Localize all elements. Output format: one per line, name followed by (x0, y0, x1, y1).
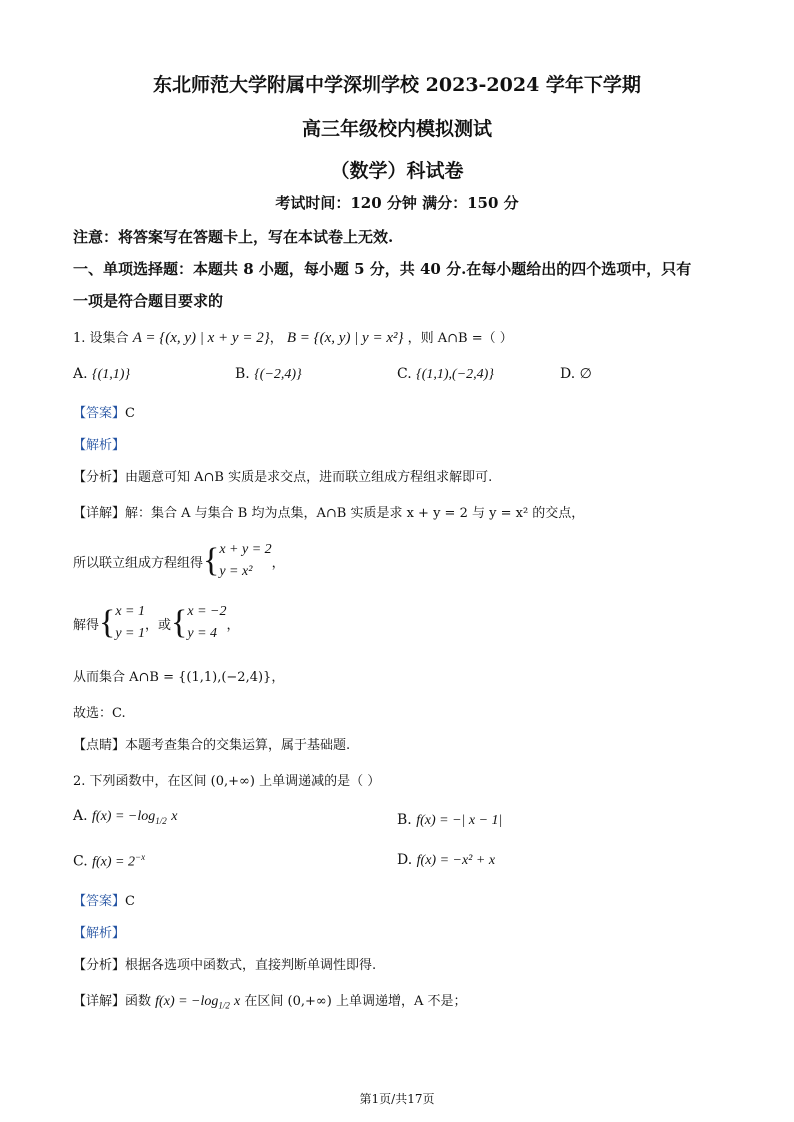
q1-comment-tag: 【点睛】 (73, 738, 126, 753)
q2-fenxi-tag: 【分析】 (73, 958, 126, 973)
q1-fenxi (73, 466, 492, 485)
q2-detail-base: 1/2 (218, 1000, 230, 1011)
page-number: 第1页/共17页 (359, 1092, 435, 1106)
q2-option-b-label: B. (397, 812, 412, 828)
q2-answer (73, 890, 135, 909)
q1-choose: 故选：C. (73, 706, 126, 721)
q2-option-a (73, 808, 177, 826)
q2-option-a-arg: x (171, 809, 178, 824)
q1-option-c-label: C. (397, 366, 412, 382)
q1-option-a-label: A. (73, 366, 88, 382)
q1-system-eq1: x + y = 2 (219, 542, 272, 557)
q1-system-eq2: y = x² (219, 564, 253, 579)
left-brace-icon: { (99, 604, 116, 641)
q1-detail-tag: 【详解】 (73, 506, 126, 521)
q1-option-b-value: {(−2,4)} (254, 367, 302, 382)
q2-option-c-exp: −x (135, 852, 146, 862)
q1-option-c-value: {(1,1),(−2,4)} (416, 367, 494, 382)
q1-answer (73, 402, 135, 421)
q1-option-b-label: B. (235, 366, 250, 382)
q2-detail-arg: x (234, 994, 241, 1009)
q2-detail-tag: 【详解】 (73, 994, 126, 1009)
q2-option-c-label: C. (73, 853, 88, 870)
q1-detail-text: 解：集合 A 与集合 B 均为点集，A∩B 实质是求 x + y = 2 与 y = x² 的交点， (125, 506, 585, 521)
q1-system-prefix: 所以联立组成方程组得 (73, 555, 204, 571)
q1-system-suffix: ， (271, 555, 285, 571)
q1-set-b: B = {(x, y) | y = x²} (286, 330, 404, 346)
q2-detail-prefix: 函数 (125, 994, 152, 1009)
left-brace-icon: { (171, 604, 188, 641)
exam-title-subject: （数学）科试卷 (330, 160, 464, 182)
q1-fenxi-tag: 【分析】 (73, 470, 126, 485)
q2-analysis-tag: 【解析】 (73, 926, 126, 941)
q1-solution-2 (187, 601, 226, 645)
q1-solve-mid: ，或 (145, 617, 172, 633)
q1-comma: ， (269, 331, 283, 346)
q1-sol2-eq1: x = −2 (187, 604, 227, 619)
q1-sol1-eq2: y = 1 (115, 626, 146, 641)
q1-answer-tag: 【答案】 (73, 406, 126, 421)
q1-option-b (235, 366, 302, 383)
section-heading-line1: 一、单项选择题：本题共 8 小题，每小题 5 分，共 40 分.在每小题给出的四个选项中，只有 (73, 260, 692, 278)
q1-system (73, 536, 285, 586)
q2-answer-tag: 【答案】 (73, 894, 126, 909)
q2-detail (73, 990, 466, 1011)
q1-analysis-tag: 【解析】 (73, 438, 126, 453)
q1-fenxi-text: 由题意可知 A∩B 实质是求交点，进而联立组成方程组求解即可. (125, 470, 493, 485)
q2-option-b (397, 812, 502, 829)
section-heading-line2: 一项是符合题目要求的 (73, 292, 224, 310)
q1-conclusion: 从而集合 A∩B = {(1,1),(−2,4)}， (73, 670, 285, 685)
q1-solve-prefix: 解得 (73, 617, 100, 633)
q1-option-d-value: ∅ (579, 366, 592, 382)
q2-option-d (397, 852, 495, 869)
q2-option-a-value: f(x) = −log (92, 809, 156, 824)
q1-stem-prefix: 1. 设集合 (73, 331, 129, 346)
q1-option-d (560, 366, 592, 382)
q1-option-c (397, 366, 494, 383)
q2-option-a-base: 1/2 (155, 815, 167, 826)
q1-solve-suffix: ， (226, 617, 240, 633)
q2-answer-value: C (125, 894, 135, 909)
q1-option-d-label: D. (560, 366, 576, 382)
q1-solution (73, 598, 239, 648)
q1-stem-suffix: ，则 A∩B =（ ） (407, 331, 513, 346)
q2-option-c-value: f(x) = 2 (92, 854, 135, 870)
q1-comment (73, 734, 350, 753)
q2-option-d-value: f(x) = −x² + x (416, 853, 496, 868)
notice: 注意：将答案写在答题卡上，写在本试卷上无效. (73, 228, 394, 246)
q1-sol1-eq1: x = 1 (115, 604, 146, 619)
q2-option-c (73, 852, 145, 871)
q1-option-a (73, 366, 130, 383)
exam-info: 考试时间：120 分钟 满分：150 分 (275, 194, 519, 212)
q1-answer-value: C (125, 406, 135, 421)
q2-detail-suffix: 在区间 (0,+∞) 上单调递增，A 不是； (244, 994, 467, 1009)
q1-solution-1 (115, 601, 145, 645)
q1-stem (73, 327, 513, 347)
q1-set-a: A = {(x, y) | x + y = 2} (132, 330, 270, 346)
exam-title-grade: 高三年级校内模拟测试 (301, 118, 492, 140)
q1-option-a-value: {(1,1)} (92, 367, 131, 382)
q2-stem: 2. 下列函数中，在区间 (0,+∞) 上单调递减的是（ ） (73, 774, 381, 789)
q2-fenxi (73, 954, 376, 973)
q2-fenxi-text: 根据各选项中函数式，直接判断单调性即得. (125, 958, 377, 973)
q1-comment-text: 本题考查集合的交集运算，属于基础题. (125, 738, 351, 753)
q1-detail (73, 502, 584, 521)
q2-option-d-label: D. (397, 852, 413, 868)
q2-detail-func: f(x) = −log (155, 994, 219, 1009)
q2-option-b-value: f(x) = −| x − 1| (416, 813, 503, 828)
exam-title-school: 东北师范大学附属中学深圳学校 2023-2024 学年下学期 (153, 74, 641, 96)
q2-option-a-label: A. (73, 808, 88, 824)
left-brace-icon: { (203, 542, 220, 579)
q1-sol2-eq2: y = 4 (187, 626, 218, 641)
q1-system-equations (219, 539, 271, 583)
